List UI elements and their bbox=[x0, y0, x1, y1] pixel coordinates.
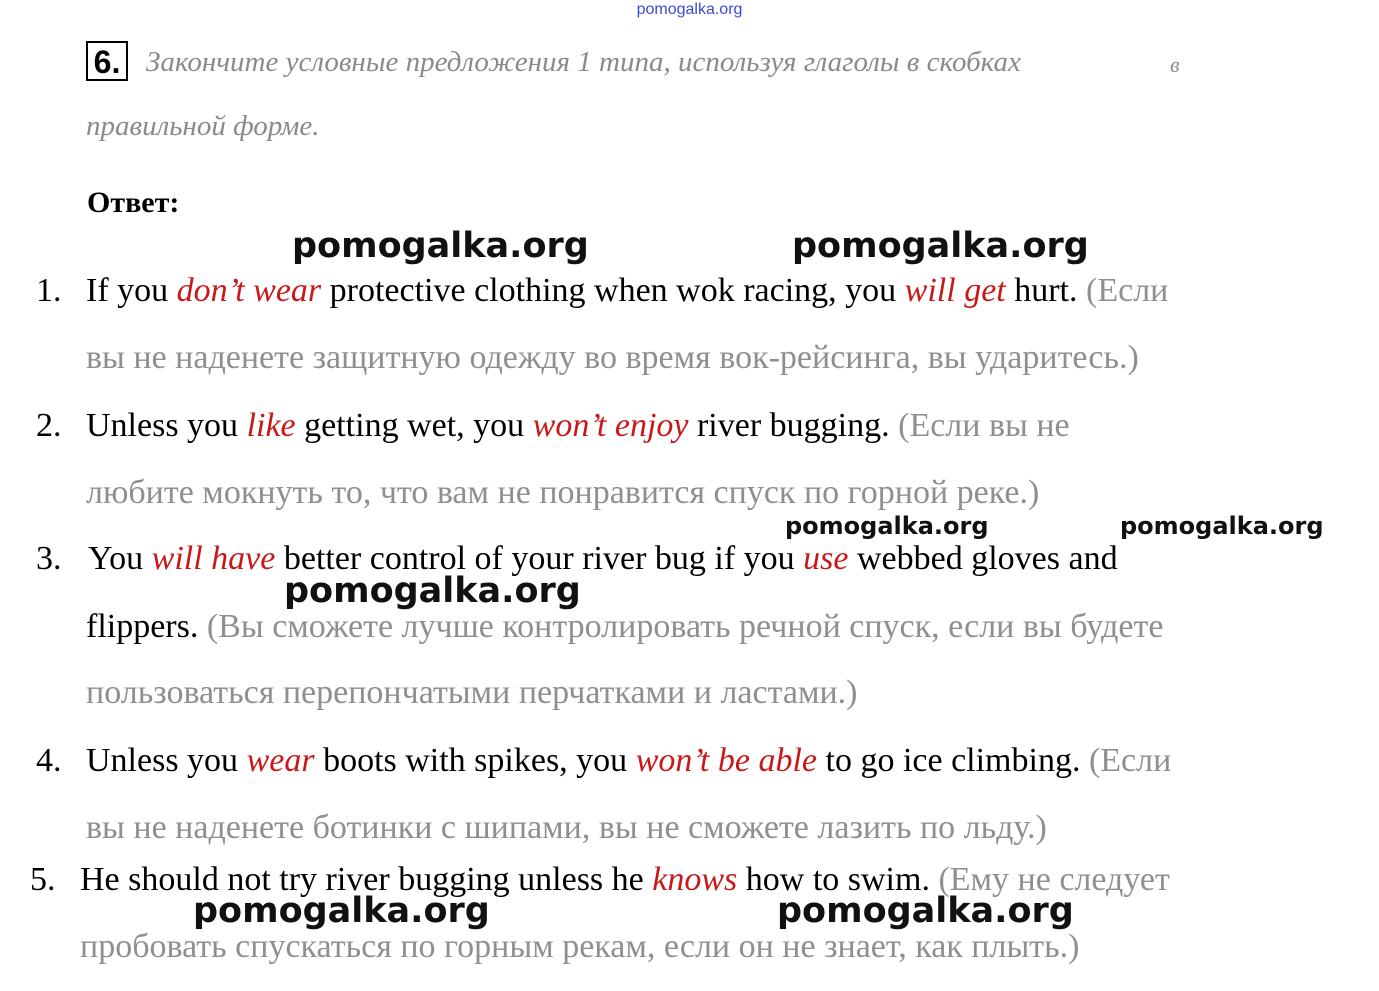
item-3-number: 3. bbox=[36, 540, 62, 577]
item-5-number: 5. bbox=[30, 861, 56, 898]
answer-text: hurt. bbox=[1005, 272, 1087, 309]
watermark-6: pomogalka.org bbox=[193, 891, 490, 931]
verb-form: won’t enjoy bbox=[532, 407, 689, 444]
answer-text: You bbox=[88, 540, 152, 577]
item-1-number: 1. bbox=[36, 272, 62, 309]
verb-form: like bbox=[246, 407, 296, 444]
verb-form: will have bbox=[151, 540, 276, 577]
watermark-5: pomogalka.org bbox=[284, 571, 581, 611]
verb-form: will get bbox=[904, 272, 1006, 309]
task-instruction-line2: правильной форме. bbox=[86, 110, 320, 142]
answer-text: flippers. bbox=[86, 608, 207, 645]
item-4-number: 4. bbox=[36, 742, 62, 779]
item-3-line2 bbox=[86, 607, 1163, 647]
translation-text: пользоваться перепончатыми перчатками и ластами.) bbox=[86, 674, 858, 711]
item-2-number: 2. bbox=[36, 407, 62, 444]
translation-text: вы не наденете защитную одежду во время вок-рейсинга, вы ударитесь.) bbox=[86, 339, 1139, 376]
site-header[interactable]: pomogalka.org bbox=[636, 1, 743, 18]
answer-text: webbed gloves and bbox=[848, 540, 1118, 577]
item-4-line2 bbox=[86, 808, 1047, 848]
translation-text: любите мокнуть то, что вам не понравится спуск по горной реке.) bbox=[86, 474, 1040, 511]
task-number: 6. bbox=[86, 41, 128, 81]
translation-text: (Если вы не bbox=[898, 407, 1070, 444]
verb-form: won’t be able bbox=[635, 742, 817, 779]
answer-text: getting wet, you bbox=[295, 407, 533, 444]
watermark-2: pomogalka.org bbox=[792, 226, 1089, 266]
verb-form: use bbox=[803, 540, 849, 577]
watermark-3: pomogalka.org bbox=[785, 512, 989, 540]
item-3-line1 bbox=[88, 539, 1118, 579]
answer-text: If you bbox=[86, 272, 177, 309]
task-instruction-line1: Закончите условные предложения 1 типа, используя глаголы в скобках bbox=[146, 46, 1021, 78]
translation-text: пробовать спускаться по горным рекам, если он не знает, как плыть.) bbox=[80, 928, 1080, 965]
verb-form: knows bbox=[652, 861, 738, 898]
watermark-7: pomogalka.org bbox=[777, 891, 1074, 931]
item-4-line1 bbox=[86, 741, 1171, 781]
item-5-line2 bbox=[80, 927, 1080, 967]
answer-label: Ответ: bbox=[87, 186, 180, 219]
translation-text: (Вы сможете лучше контролировать речной спуск, если вы будете bbox=[206, 608, 1164, 645]
verb-form: wear bbox=[246, 742, 315, 779]
answer-text: Unless you bbox=[86, 407, 247, 444]
answer-text: protective clothing when wok racing, you bbox=[321, 272, 905, 309]
answer-text: Unless you bbox=[86, 742, 247, 779]
answer-text: He should not try river bugging unless he bbox=[80, 861, 653, 898]
answer-text: to go ice climbing. bbox=[817, 742, 1089, 779]
answer-text: boots with spikes, you bbox=[314, 742, 636, 779]
translation-text: (Ему не следует bbox=[938, 861, 1170, 898]
item-3-line3 bbox=[86, 673, 858, 713]
item-1-line2 bbox=[86, 338, 1139, 378]
item-1-line1 bbox=[86, 271, 1168, 311]
answer-text: river bugging. bbox=[688, 407, 899, 444]
answer-text: better control of your river bug if you bbox=[275, 540, 804, 577]
translation-text: (Если bbox=[1088, 742, 1172, 779]
watermark-4: pomogalka.org bbox=[1120, 512, 1324, 540]
item-2-line2 bbox=[86, 473, 1039, 513]
translation-text: вы не наденете ботинки с шипами, вы не сможете лазить по льду.) bbox=[86, 809, 1047, 846]
answer-text: how to swim. bbox=[737, 861, 939, 898]
verb-form: don’t wear bbox=[176, 272, 322, 309]
task-instruction-word: в bbox=[1170, 52, 1180, 77]
item-2-line1 bbox=[86, 406, 1070, 446]
translation-text: (Если bbox=[1086, 272, 1169, 309]
watermark-1: pomogalka.org bbox=[292, 226, 589, 266]
